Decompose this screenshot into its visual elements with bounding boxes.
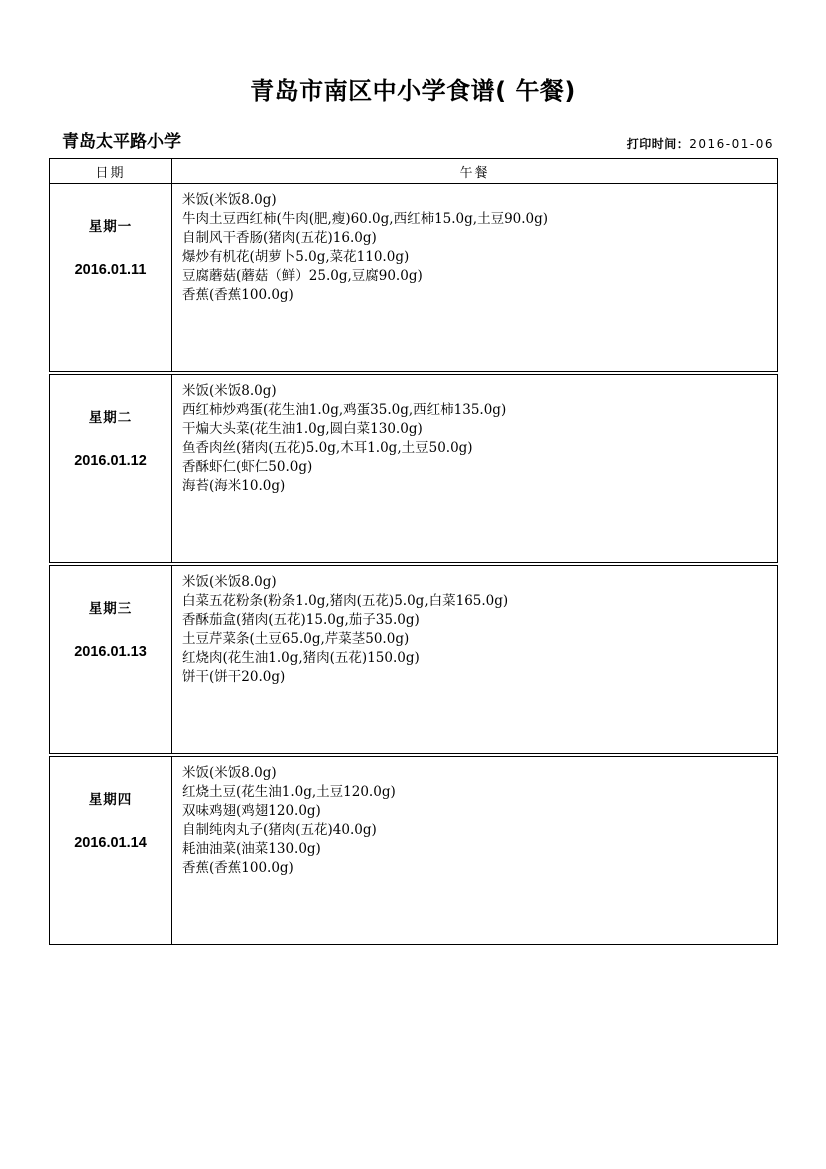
dish-item: 红烧肉(花生油1.0g,猪肉(五花)150.0g) xyxy=(182,650,420,666)
dish-item: 爆炒有机花(胡萝卜5.0g,菜花110.0g) xyxy=(182,249,410,265)
dish-item: 米饭(米饭8.0g) xyxy=(182,765,277,781)
date-column-header: 日期 xyxy=(50,159,172,184)
dish-item: 米饭(米饭8.0g) xyxy=(182,383,277,399)
weekday-label: 星期四 xyxy=(88,792,133,808)
dish-list xyxy=(172,566,778,754)
dish-item: 白菜五花粉条(粉条1.0g,猪肉(五花)5.0g,白菜165.0g) xyxy=(182,593,509,609)
date-cell xyxy=(50,184,172,372)
day-row xyxy=(50,757,778,945)
dish-item: 海苔(海米10.0g) xyxy=(182,478,286,494)
dish-item: 豆腐蘑菇(蘑菇（鲜）25.0g,豆腐90.0g) xyxy=(182,268,423,284)
day-row xyxy=(50,184,778,372)
dish-item: 鱼香肉丝(猪肉(五花)5.0g,木耳1.0g,土豆50.0g) xyxy=(182,440,473,456)
dish-item: 米饭(米饭8.0g) xyxy=(182,192,277,208)
dish-item: 双味鸡翅(鸡翅120.0g) xyxy=(182,803,321,819)
dish-item: 香酥虾仁(虾仁50.0g) xyxy=(182,459,313,475)
day-row xyxy=(50,566,778,754)
dish-item: 香酥茄盒(猪肉(五花)15.0g,茄子35.0g) xyxy=(182,612,420,628)
table-header-row xyxy=(50,159,778,184)
date-label: 2016.01.11 xyxy=(74,262,147,278)
dish-item: 土豆芹菜条(土豆65.0g,芹菜茎50.0g) xyxy=(182,631,410,647)
dish-item: 西红柿炒鸡蛋(花生油1.0g,鸡蛋35.0g,西红柿135.0g) xyxy=(182,402,507,418)
dish-item: 香蕉(香蕉100.0g) xyxy=(182,287,294,303)
print-time-label: 打印时间： xyxy=(626,137,690,151)
print-time-value: 2016-01-06 xyxy=(689,137,774,151)
dish-item: 自制风干香肠(猪肉(五花)16.0g) xyxy=(182,230,377,246)
menu-table xyxy=(49,158,778,945)
dish-list xyxy=(172,375,778,563)
dish-item: 饼干(饼干20.0g) xyxy=(182,669,286,685)
dish-list xyxy=(172,184,778,372)
dish-item: 牛肉土豆西红柿(牛肉(肥,瘦)60.0g,西红柿15.0g,土豆90.0g) xyxy=(182,211,549,227)
date-cell xyxy=(50,375,172,563)
dish-item: 米饭(米饭8.0g) xyxy=(182,574,277,590)
dish-item: 红烧土豆(花生油1.0g,土豆120.0g) xyxy=(182,784,396,800)
dish-item: 香蕉(香蕉100.0g) xyxy=(182,860,294,876)
date-cell xyxy=(50,757,172,945)
dish-item: 干煸大头菜(花生油1.0g,圆白菜130.0g) xyxy=(182,421,423,437)
weekday-label: 星期二 xyxy=(88,410,133,426)
dish-list xyxy=(172,757,778,945)
dish-item: 自制纯肉丸子(猪肉(五花)40.0g) xyxy=(182,822,377,838)
date-cell xyxy=(50,566,172,754)
day-row xyxy=(50,375,778,563)
print-time xyxy=(627,134,774,154)
lunch-column-header: 午餐 xyxy=(172,159,778,184)
date-label: 2016.01.13 xyxy=(74,644,147,660)
weekday-label: 星期一 xyxy=(88,219,133,235)
dish-item: 耗油油菜(油菜130.0g) xyxy=(182,841,321,857)
school-name: 青岛太平路小学 xyxy=(62,132,181,152)
date-label: 2016.01.14 xyxy=(74,835,147,851)
date-label: 2016.01.12 xyxy=(74,453,147,469)
weekday-label: 星期三 xyxy=(88,601,133,617)
page-title: 青岛市南区中小学食谱( 午餐) xyxy=(250,77,576,105)
